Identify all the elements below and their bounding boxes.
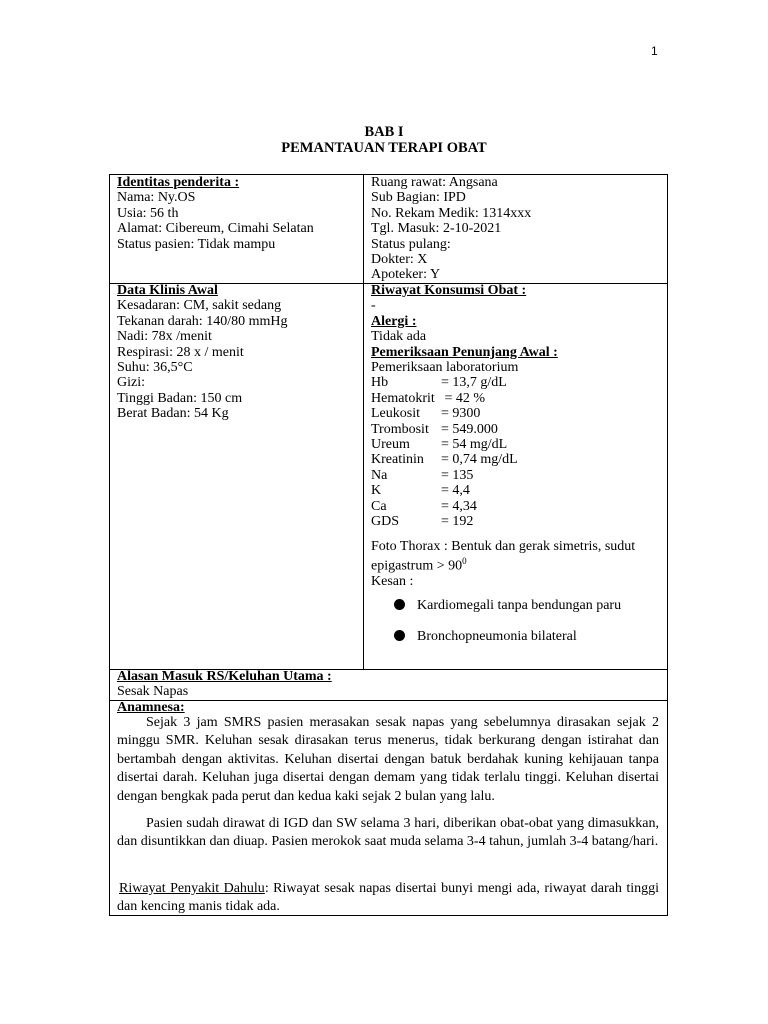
ward-doctor: Dokter: X [371,252,428,268]
ward-admission-date: Tgl. Masuk: 2-10-2021 [371,221,502,237]
clinical-pulse: Nadi: 78x /menit [117,329,212,345]
ward-room: Ruang rawat: Angsana [371,175,498,190]
thorax-line-2 [371,554,635,574]
reason-heading: Alasan Masuk RS/Keluhan Utama : [117,669,332,684]
clinical-height: Tinggi Badan: 150 cm [117,390,243,406]
lab-row [371,452,635,467]
ward-pharmacist: Apoteker: Y [371,267,441,283]
lab-value: = 192 [441,514,474,530]
lab-value: = 4,4 [441,483,470,499]
lab-value: = 135 [441,467,474,483]
lab-key: Ureum [371,437,410,453]
lab-row [371,514,635,529]
history-cell [371,283,635,589]
lab-row [371,391,635,406]
identity-name: Nama: Ny.OS [117,190,196,206]
clinical-heading: Data Klinis Awal [117,283,218,298]
identity-address: Alamat: Cibereum, Cimahi Selatan [117,221,314,237]
page-number: 1 [651,44,658,58]
clinical-weight: Berat Badan: 54 Kg [117,406,229,422]
lab-key: K [371,483,382,499]
lab-value: = 54 mg/dL [441,437,508,453]
spacer [371,530,635,539]
document-title: PEMANTAUAN TERAPI OBAT [281,140,487,156]
bullet-icon [394,630,405,641]
finding-item [394,598,621,614]
lab-key: Leukosit [371,406,420,422]
lab-value: = 13,7 g/dL [441,375,507,391]
clinical-cell [117,283,287,422]
allergy-value: Tidak ada [371,329,427,345]
clinical-blood-pressure: Tekanan darah: 140/80 mmHg [117,313,288,329]
lab-value: = 42 % [441,390,486,406]
lab-key: Trombosit [371,421,429,437]
kesan-label: Kesan : [371,573,414,589]
lab-key: Hb [371,375,389,391]
identity-status: Status pasien: Tidak mampu [117,236,276,252]
ward-cell [371,175,531,283]
identity-cell [117,175,314,252]
clinical-temperature: Suhu: 36,5°C [117,360,193,376]
lab-row [371,437,635,452]
anamnesis-heading-text: Anamnesa: [117,700,185,715]
lab-value: = 0,74 mg/dL [441,452,518,468]
consumption-value: - [371,298,376,314]
lab-value: = 549.000 [441,421,498,437]
thorax-text: epigastrum > 90 [371,558,463,574]
clinical-respiration: Respirasi: 28 x / menit [117,344,244,360]
clinical-nutrition: Gizi: [117,375,145,391]
lab-key: Ca [371,498,387,514]
reason-cell [117,669,332,700]
lab-row [371,375,635,390]
past-history-text: : Riwayat sesak napas disertai bunyi mengi ada, riwayat darah tinggi dan kencing manis tidak ada. [117,881,659,915]
identity-heading: Identitas penderita : [117,175,240,190]
reason-value: Sesak Napas [117,684,189,700]
finding-text: Bronchopneumonia bilateral [417,629,577,644]
lab-row [371,483,635,498]
lab-key: Na [371,467,388,483]
clinical-consciousness: Kesadaran: CM, sakit sedang [117,298,282,314]
lab-row [371,406,635,421]
lab-row [371,468,635,483]
column-divider [363,174,364,670]
consumption-heading: Riwayat Konsumsi Obat : [371,283,527,298]
lab-key: GDS [371,514,400,530]
lab-key: Kreatinin [371,452,424,468]
finding-item [394,629,577,645]
lab-value: = 4,34 [441,498,477,514]
ward-record-number: No. Rekam Medik: 1314xxx [371,205,532,221]
past-history-label: Riwayat Penyakit Dahulu [119,881,265,896]
identity-age: Usia: 56 th [117,205,179,221]
ward-subsection: Sub Bagian: IPD [371,190,466,206]
chapter-title: BAB I [364,124,404,140]
lab-key: Hematokrit [371,390,435,406]
lab-value: = 9300 [441,406,481,422]
allergy-heading: Alergi : [371,313,417,329]
lab-intro: Pemeriksaan laboratorium [371,360,519,376]
lab-row [371,499,635,514]
thorax-superscript: 0 [462,555,467,566]
thorax-line-1: Foto Thorax : Bentuk dan gerak simetris, sudut [371,538,636,554]
finding-text: Kardiomegali tanpa bendungan paru [417,598,622,613]
ward-discharge-status: Status pulang: [371,236,451,252]
anamnesis-paragraph-1: Sejak 3 jam SMRS pasien merasakan sesak napas yang sebelumnya dirasakan sejak 2 minggu SMR. Keluhan sesak dirasakan terus menerus, tidak berkurang dengan istirahat dan bertambah dengan aktivitas. Keluhan disertai dengan batuk berdahak kuning kehijauan tanpa disertai darah. Keluhan juga disertai dengan demam yang tidak terlalu tinggi. Keluhan disertai dengan bengkak pada perut dan kedua kaki sejak 2 bulan yang lalu. [117,715,659,804]
lab-row [371,422,635,437]
support-heading: Pemeriksaan Penunjang Awal : [371,344,558,360]
anamnesis-paragraph-3 [117,880,659,917]
anamnesis-paragraph-2: Pasien sudah dirawat di IGD dan SW selama 3 hari, diberikan obat-obat yang dimasukkan, dan disuntikkan dan diuap. Pasien merokok saat muda selama 3-4 tahun, jumlah 3-4 batang/hari. [117,816,659,850]
bullet-icon [394,599,405,610]
